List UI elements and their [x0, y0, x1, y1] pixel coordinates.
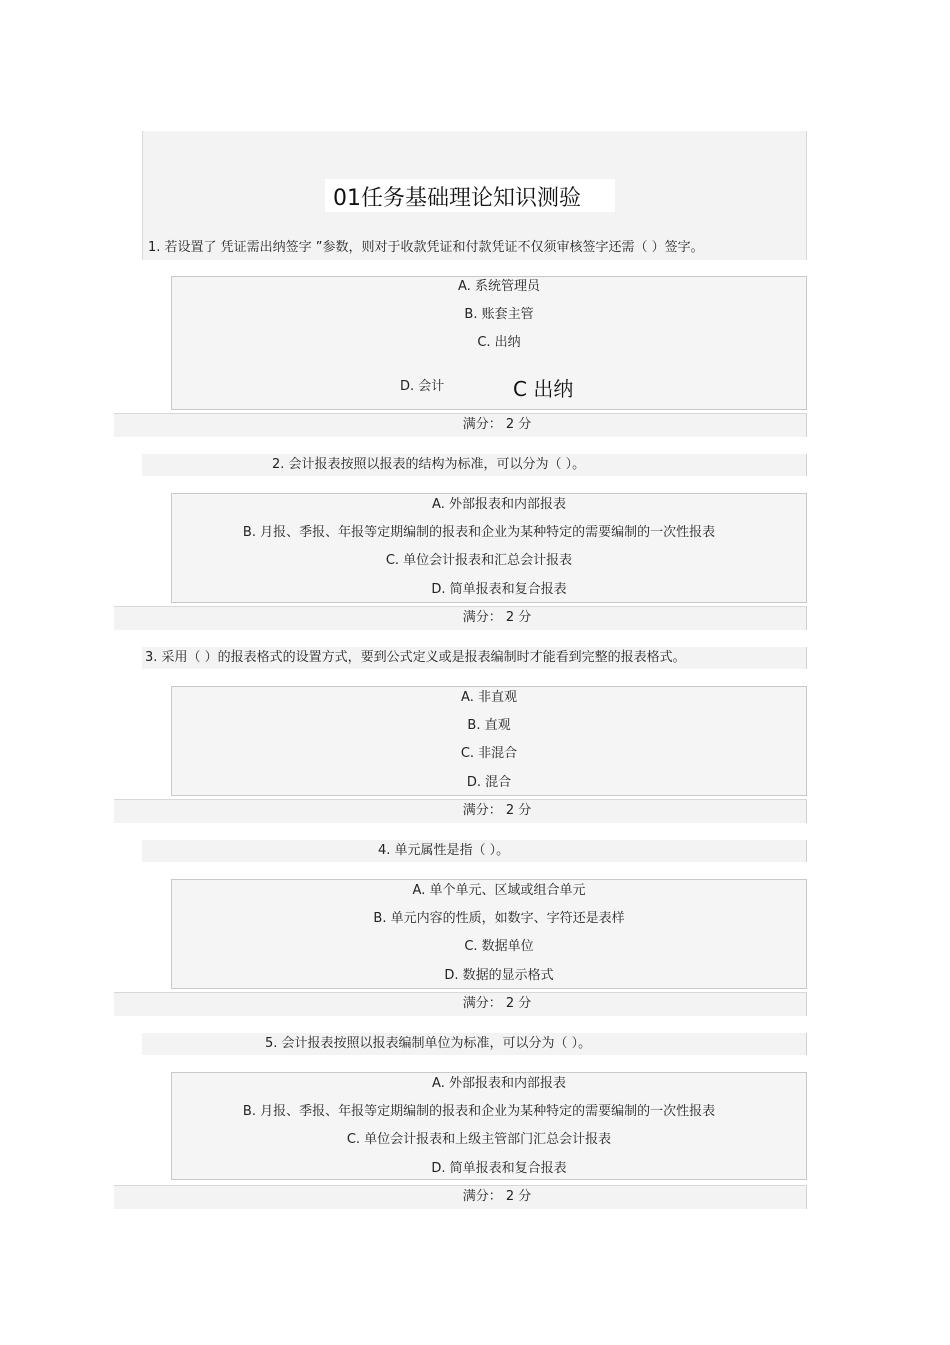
question-2-option-b: B. 月报、季报、年报等定期编制的报表和企业为某种特定的需要编制的一次性报表	[242, 525, 716, 540]
question-1-option-c: C. 出纳	[477, 335, 521, 350]
question-1-option-d: D. 会计	[400, 379, 445, 394]
page-title: 01任务基础理论知识测验	[333, 186, 581, 211]
question-3-score: 满分： 2 分	[462, 803, 532, 818]
question-3-option-b: B. 直观	[467, 718, 511, 733]
question-3-option-a: A. 非直观	[461, 690, 517, 705]
question-1-score: 满分： 2 分	[462, 417, 532, 432]
question-2-score: 满分： 2 分	[462, 610, 532, 625]
question-1-option-a: A. 系统管理员	[458, 279, 540, 294]
question-5-option-b: B. 月报、季报、年报等定期编制的报表和企业为某种特定的需要编制的一次性报表	[242, 1104, 716, 1119]
question-3-option-d: D. 混合	[466, 775, 512, 790]
question-4-score: 满分： 2 分	[462, 996, 532, 1011]
question-3-option-c: C. 非混合	[460, 746, 518, 761]
question-5-option-d: D. 简单报表和复合报表	[431, 1161, 567, 1176]
question-5-option-c: C. 单位会计报表和上级主管部门汇总会计报表	[346, 1132, 612, 1147]
question-2-option-c: C. 单位会计报表和汇总会计报表	[385, 553, 573, 568]
question-1-answer: C 出纳	[513, 377, 574, 401]
question-5-text: 5. 会计报表按照以报表编制单位为标准，可以分为（ ）。	[265, 1036, 592, 1051]
question-3-text: 3. 采用（ ）的报表格式的设置方式，要到公式定义或是报表编制时才能看到完整的报表格式。	[145, 650, 686, 665]
question-4-option-c: C. 数据单位	[464, 939, 534, 954]
question-4-text: 4. 单元属性是指（ ）。	[378, 843, 510, 858]
question-5-score: 满分： 2 分	[462, 1189, 532, 1204]
question-4-option-b: B. 单元内容的性质，如数字、字符还是表样	[373, 911, 625, 926]
question-5-option-a: A. 外部报表和内部报表	[432, 1076, 566, 1091]
question-2-option-d: D. 简单报表和复合报表	[431, 582, 567, 597]
question-1-text: 1. 若设置了 凭证需出纳签字 ”参数，则对于收款凭证和付款凭证不仅须审核签字还需（ ）签字。	[148, 240, 704, 255]
question-2-text: 2. 会计报表按照以报表的结构为标准，可以分为（ ）。	[272, 457, 586, 472]
question-2-option-a: A. 外部报表和内部报表	[432, 497, 566, 512]
question-4-option-d: D. 数据的显示格式	[444, 968, 554, 983]
question-1-option-b: B. 账套主管	[464, 307, 534, 322]
question-4-option-a: A. 单个单元、区域或组合单元	[412, 883, 586, 898]
